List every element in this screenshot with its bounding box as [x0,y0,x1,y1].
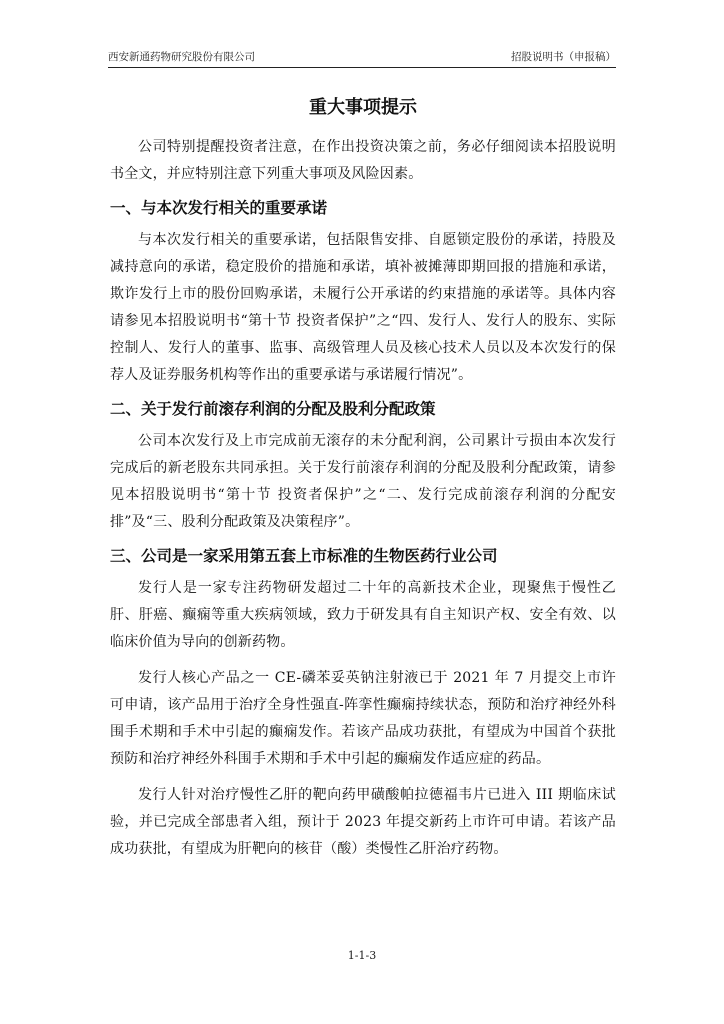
header-document-type: 招股说明书（申报稿） [511,51,616,63]
intro-paragraph: 公司特别提醒投资者注意，在作出投资决策之前，务必仔细阅读本招股说明书全文，并应特别注意下列重大事项及风险因素。 [110,139,616,182]
document-body [110,96,616,872]
section-paragraph: 发行人针对治疗慢性乙肝的靶向药甲磺酸帕拉德福韦片已进入 III 期临床试验，并已完成全部患者入组，预计于 2023 年提交新药上市许可申请。若该产品成功获批，有望成为肝靶向的核苷（酸）类慢性乙肝治疗药物。 [110,787,616,857]
page-title: 重大事项提示 [309,97,417,118]
section-paragraph: 发行人核心产品之一 CE-磷苯妥英钠注射液已于 2021 年 7 月提交上市许可申请，该产品用于治疗全身性强直-阵挛性癫痫持续状态，预防和治疗神经外科围手术期和手术中引起的癫痫发作。若该产品成功获批，有望成为中国首个获批预防和治疗神经外科围手术期和手术中引起的癫痫发作适应症的药品。 [110,670,616,767]
page-header [108,50,616,64]
section-paragraph: 与本次发行相关的重要承诺，包括限售安排、自愿锁定股份的承诺，持股及减持意向的承诺，稳定股价的措施和承诺，填补被摊薄即期回报的措施和承诺，欺诈发行上市的股份回购承诺，未履行公开承诺的约束措施的承诺等。具体内容请参见本招股说明书“第十节 投资者保护”之“四、发行人、发行人的股东、实际控制人、发行人的董事、监事、高级管理人员及核心技术人员以及本次发行的保荐人及证券服务机构等作出的重要承诺与承诺履行情况”。 [110,232,616,383]
section-heading-profit-distribution: 二、关于发行前滚存利润的分配及股利分配政策 [110,400,436,418]
page-number: 1-1-3 [347,949,377,962]
header-divider [108,67,616,68]
header-company-name: 西安新通药物研究股份有限公司 [108,51,255,63]
section-paragraph: 发行人是一家专注药物研发超过二十年的高新技术企业，现聚焦于慢性乙肝、肝癌、癫痫等重大疾病领域，致力于研发具有自主知识产权、安全有效、以临床价值为导向的创新药物。 [110,580,616,650]
section-heading-listing-standard: 三、公司是一家采用第五套上市标准的生物医药行业公司 [110,547,498,565]
section-heading-commitments: 一、与本次发行相关的重要承诺 [110,199,328,217]
section-paragraph: 公司本次发行及上市完成前无滚存的未分配利润，公司累计亏损由本次发行完成后的新老股东共同承担。关于发行前滚存利润的分配及股利分配政策，请参见本招股说明书“第十节 投资者保护”之“二、发行完成前滚存利润的分配安排”及“三、股利分配政策及决策程序”。 [110,433,616,530]
